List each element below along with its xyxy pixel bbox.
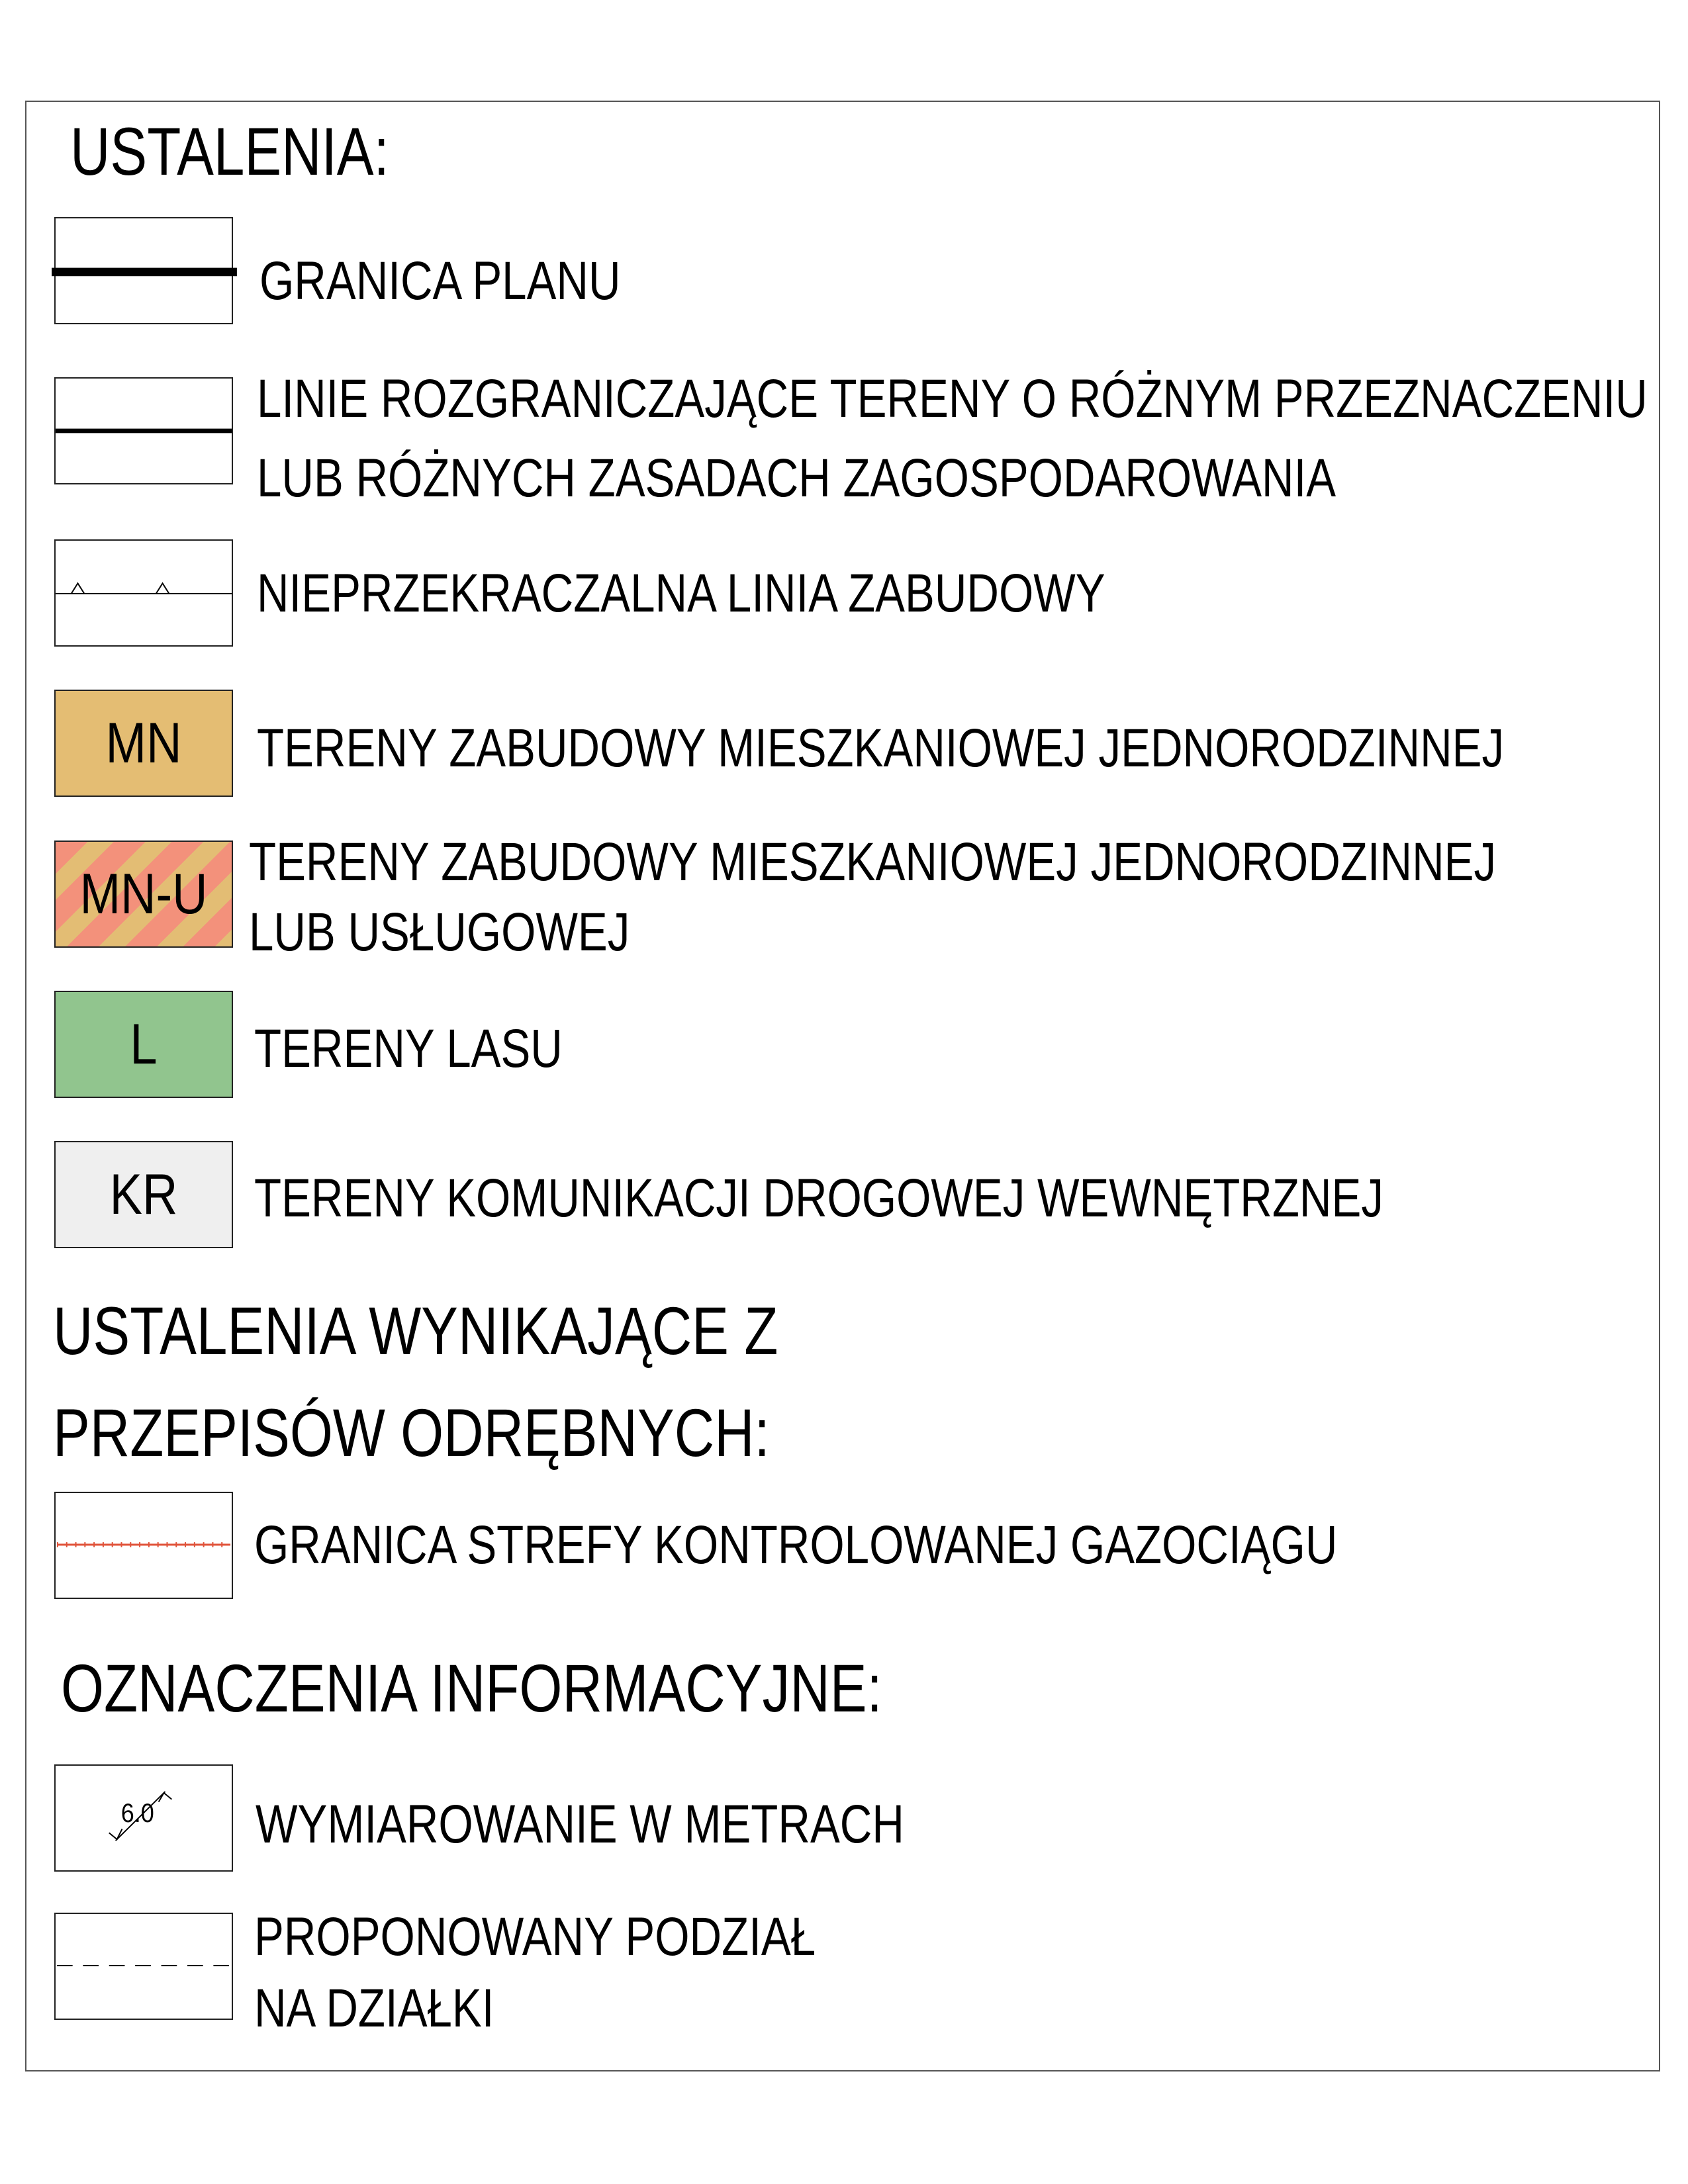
symbol-l [54, 991, 233, 1098]
label-wymiarowanie: WYMIAROWANIE W METRACH [256, 1794, 904, 1854]
symbol-kr [54, 1141, 233, 1248]
label-linia-zabudowy: NIEPRZEKRACZALNA LINIA ZABUDOWY [257, 563, 1105, 623]
label-mn-u-1: TERENY ZABUDOWY MIESZKANIOWEJ JEDNORODZINNEJ [249, 832, 1497, 892]
code-mn: MN [105, 711, 182, 775]
code-kr: KR [109, 1163, 178, 1226]
label-linie-rozgraniczajace-2: LUB RÓŻNYCH ZASADACH ZAGOSPODAROWANIA [257, 448, 1336, 508]
label-l: TERENY LASU [254, 1019, 563, 1079]
symbol-podzial [54, 1913, 233, 2020]
dimension-text: 6.0 [120, 1799, 154, 1828]
symbol-strefa-gazociagu [54, 1492, 233, 1599]
code-l: L [130, 1013, 158, 1076]
label-mn-u-2: LUB USŁUGOWEJ [249, 902, 630, 962]
symbol-wymiarowanie [54, 1764, 233, 1872]
label-strefa-gazociagu: GRANICA STREFY KONTROLOWANEJ GAZOCIĄGU [254, 1515, 1338, 1575]
heading-przepisy-1: USTALENIA WYNIKAJĄCE Z [53, 1293, 778, 1369]
symbol-linie-rozgraniczajace [54, 377, 233, 484]
heading-informacyjne: OZNACZENIA INFORMACYJNE: [61, 1651, 882, 1726]
label-linie-rozgraniczajace-1: LINIE ROZGRANICZAJĄCE TERENY O RÓŻNYM PRZEZNACZENIU [257, 369, 1648, 429]
label-kr: TERENY KOMUNIKACJI DROGOWEJ WEWNĘTRZNEJ [254, 1168, 1383, 1228]
label-podzial-1: PROPONOWANY PODZIAŁ [254, 1907, 816, 1967]
symbol-mn [54, 690, 233, 797]
symbol-granica-planu [54, 217, 233, 324]
symbol-linia-zabudowy [54, 539, 233, 647]
code-mn-u: MN-U [79, 862, 208, 926]
label-mn: TERENY ZABUDOWY MIESZKANIOWEJ JEDNORODZINNEJ [257, 718, 1505, 778]
label-podzial-2: NA DZIAŁKI [254, 1978, 494, 2038]
heading-ustalenia: USTALENIA: [70, 114, 389, 189]
heading-przepisy-2: PRZEPISÓW ODRĘBNYCH: [53, 1395, 770, 1471]
label-granica-planu: GRANICA PLANU [259, 251, 621, 311]
symbol-mn-u [54, 841, 233, 948]
